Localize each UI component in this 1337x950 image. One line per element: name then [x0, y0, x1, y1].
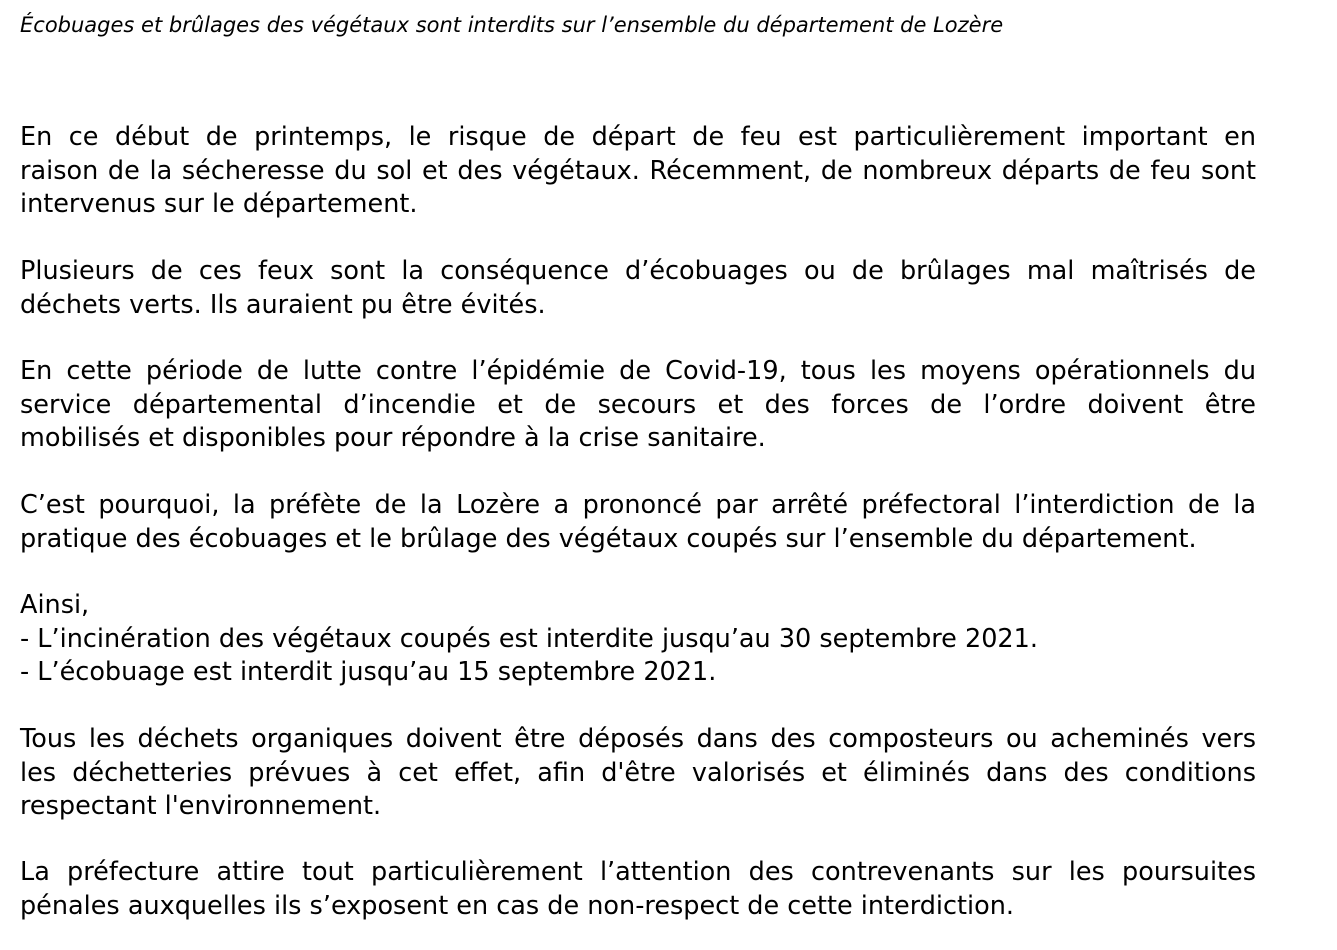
- paragraph-line: mobilisés et disponibles pour répondre à la crise sanitaire.: [20, 423, 766, 453]
- paragraph-deadlines: [20, 589, 1256, 690]
- paragraph-organic-waste: [20, 723, 1256, 824]
- paragraph-causes: [20, 255, 1256, 322]
- paragraph-line: En ce début de printemps, le risque de départ de feu est particulièrement important en: [20, 122, 1256, 152]
- list-item: - L’écobuage est interdit jusqu’au 15 septembre 2021.: [20, 657, 717, 687]
- list-item: - L’incinération des végétaux coupés est interdite jusqu’au 30 septembre 2021.: [20, 623, 1038, 654]
- paragraph-line: Plusieurs de ces feux sont la conséquence d’écobuages ou de brûlages mal maîtrisés de: [20, 256, 1256, 286]
- paragraph-line: déchets verts. Ils auraient pu être évités.: [20, 289, 546, 320]
- paragraph-line: Ainsi,: [20, 590, 90, 620]
- paragraph-penalties: [20, 856, 1256, 923]
- paragraph-line: pénales auxquelles ils s’exposent en cas de non-respect de cette interdiction.: [20, 890, 1014, 921]
- paragraph-line: intervenus sur le département.: [20, 189, 418, 219]
- paragraph-line: En cette période de lutte contre l’épidémie de Covid-19, tous les moyens opérationnels du: [20, 356, 1256, 386]
- document-subtitle: Écobuages et brûlages des végétaux sont interdits sur l’ensemble du département de Lozère: [20, 13, 1004, 37]
- paragraph-line: respectant l'environnement.: [20, 791, 382, 821]
- paragraph-line: raison de la sécheresse du sol et des végétaux. Récemment, de nombreux départs de feu sont: [20, 155, 1256, 186]
- paragraph-line: pratique des écobuages et le brûlage des végétaux coupés sur l’ensemble du département.: [20, 523, 1197, 554]
- paragraph-line: La préfecture attire tout particulièrement l’attention des contrevenants sur les poursuites: [20, 857, 1256, 887]
- paragraph-line: les déchetteries prévues à cet effet, afin d'être valorisés et éliminés dans des conditions: [20, 757, 1256, 788]
- paragraph-prefectoral-order: [20, 489, 1256, 556]
- paragraph-fire-risk: [20, 121, 1256, 222]
- paragraph-covid: [20, 355, 1256, 456]
- paragraph-line: service départemental d’incendie et de secours et des forces de l’ordre doivent être: [20, 389, 1256, 420]
- paragraph-line: C’est pourquoi, la préfète de la Lozère a prononcé par arrêté préfectoral l’interdiction de la: [20, 490, 1256, 520]
- paragraph-line: Tous les déchets organiques doivent être déposés dans des composteurs ou acheminés vers: [20, 724, 1256, 754]
